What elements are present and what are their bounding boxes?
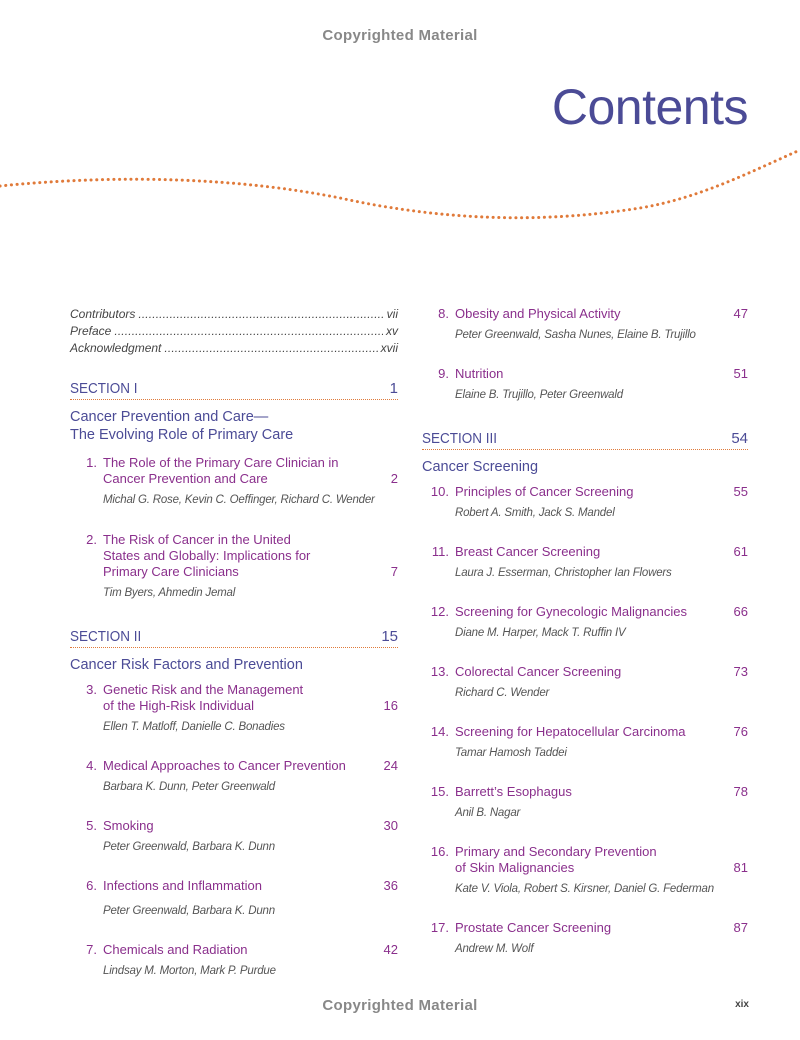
chapter-authors: Robert A. Smith, Jack S. Mandel <box>455 507 615 519</box>
chapter-number: 12. <box>430 604 449 619</box>
chapter-title-line: The Risk of Cancer in the United <box>103 532 291 547</box>
chapter-page: 30 <box>383 818 398 833</box>
chapter-entry[interactable] <box>422 664 748 701</box>
section-title-line: Cancer Screening <box>422 459 539 475</box>
front-matter-label: Acknowledgment <box>70 341 162 355</box>
chapter-entry[interactable] <box>70 818 398 855</box>
chapter-authors: Peter Greenwald, Barbara K. Dunn <box>103 841 275 853</box>
chapter-number: 4. <box>86 758 97 773</box>
chapter-title-line: Primary Care Clinicians <box>103 564 239 579</box>
chapter-title-line: Breast Cancer Screening <box>455 544 601 559</box>
chapter-title-line: Screening for Hepatocellular Carcinoma <box>455 724 686 739</box>
chapter-page: 55 <box>733 484 748 499</box>
page-title: Contents <box>551 79 748 135</box>
section-label: SECTION I <box>70 380 138 397</box>
chapter-entry[interactable] <box>422 544 748 581</box>
chapter-authors: Tim Byers, Ahmedin Jemal <box>103 587 236 599</box>
chapter-title-line: Colorectal Cancer Screening <box>455 664 622 679</box>
chapter-page: 36 <box>383 878 398 893</box>
chapter-authors: Elaine B. Trujillo, Peter Greenwald <box>455 389 623 401</box>
chapter-page: 2 <box>390 471 398 486</box>
chapter-entry[interactable] <box>70 758 398 795</box>
chapter-entry[interactable] <box>70 942 398 979</box>
section-title <box>70 408 398 444</box>
chapter-title-line: of Skin Malignancies <box>455 860 575 875</box>
chapter-entry[interactable] <box>422 844 748 897</box>
dot-leader <box>138 306 383 323</box>
dot-leader <box>114 323 383 340</box>
front-matter <box>70 306 398 357</box>
chapter-title-line: States and Globally: Implications for <box>103 548 311 563</box>
chapter-number: 3. <box>86 682 97 697</box>
chapter-number: 7. <box>86 942 97 957</box>
chapter-title-line: Obesity and Physical Activity <box>455 306 621 321</box>
chapter-page: 78 <box>733 784 748 799</box>
chapter-page: 24 <box>383 758 398 773</box>
chapter-authors: Laura J. Esserman, Christopher Ian Flowers <box>455 567 672 579</box>
watermark-top: Copyrighted Material <box>322 27 478 44</box>
front-matter-page: xvii <box>380 341 398 355</box>
chapter-authors: Barbara K. Dunn, Peter Greenwald <box>103 781 275 793</box>
section-heading[interactable] <box>422 430 748 450</box>
chapter-entry[interactable] <box>422 784 748 821</box>
chapter-number: 17. <box>430 920 449 935</box>
toc-right-column <box>422 306 748 957</box>
chapter-entry[interactable] <box>70 878 398 919</box>
chapter-number: 15. <box>430 784 449 799</box>
chapter-number: 8. <box>438 306 449 321</box>
front-matter-page: xv <box>386 324 398 338</box>
chapter-title-line: Prostate Cancer Screening <box>455 920 612 935</box>
chapter-number: 11. <box>431 544 449 559</box>
chapter-authors: Richard C. Wender <box>455 687 550 699</box>
chapter-title-line: Infections and Inflammation <box>103 878 262 893</box>
section-heading[interactable] <box>70 628 398 648</box>
chapter-entry[interactable] <box>422 306 748 343</box>
chapter-number: 6. <box>86 878 97 893</box>
chapter-authors: Tamar Hamosh Taddei <box>455 747 567 759</box>
chapter-page: 81 <box>733 860 748 875</box>
front-matter-row[interactable] <box>70 323 398 340</box>
chapter-authors: Lindsay M. Morton, Mark P. Purdue <box>103 965 276 977</box>
front-matter-label: Preface <box>70 324 112 338</box>
chapter-page: 73 <box>733 664 748 679</box>
chapter-title-line: Screening for Gynecologic Malignancies <box>455 604 687 619</box>
chapter-page: 47 <box>733 306 748 321</box>
front-matter-row[interactable] <box>70 306 398 323</box>
chapter-page: 66 <box>733 604 748 619</box>
chapter-page: 87 <box>733 920 748 935</box>
chapter-authors: Kate V. Viola, Robert S. Kirsner, Daniel G. Federman <box>455 883 714 895</box>
toc-left-column <box>70 306 398 979</box>
chapter-title-line: Nutrition <box>455 366 504 381</box>
chapter-title-line: Cancer Prevention and Care <box>103 471 268 486</box>
chapter-page: 16 <box>383 698 398 713</box>
chapter-title-line: Chemicals and Radiation <box>103 942 248 957</box>
chapter-number: 10. <box>430 484 449 499</box>
chapter-entry[interactable] <box>422 920 748 957</box>
front-matter-page: vii <box>386 307 398 321</box>
section-heading[interactable] <box>70 380 398 400</box>
section-title <box>70 656 398 674</box>
chapter-page: 7 <box>390 564 398 579</box>
chapter-number: 13. <box>430 664 449 679</box>
chapter-authors: Andrew M. Wolf <box>455 943 534 955</box>
chapter-title-line: Barrett’s Esophagus <box>455 784 572 799</box>
chapter-entry[interactable] <box>70 455 398 508</box>
chapter-page: 76 <box>733 724 748 739</box>
section-title-line: Cancer Risk Factors and Prevention <box>70 657 303 673</box>
section-page: 54 <box>731 430 748 447</box>
chapter-entry[interactable] <box>422 484 748 521</box>
chapter-title-line: The Role of the Primary Care Clinician in <box>103 455 339 470</box>
chapter-entry[interactable] <box>422 724 748 761</box>
chapter-title-line: Principles of Cancer Screening <box>455 484 634 499</box>
chapter-title-line: Medical Approaches to Cancer Prevention <box>103 758 346 773</box>
chapter-number: 5. <box>86 818 97 833</box>
chapter-authors: Michal G. Rose, Kevin C. Oeffinger, Richard C. Wender <box>103 494 375 506</box>
section-page: 1 <box>389 380 398 397</box>
section-title-line: Cancer Prevention and Care— <box>70 409 269 425</box>
chapter-entry[interactable] <box>422 366 748 403</box>
chapter-title-line: Smoking <box>103 818 154 833</box>
chapter-number: 2. <box>86 532 97 547</box>
page-number: xix <box>735 999 749 1010</box>
chapter-page: 51 <box>733 366 748 381</box>
chapter-title-line: Primary and Secondary Prevention <box>455 844 657 859</box>
chapter-authors: Peter Greenwald, Sasha Nunes, Elaine B. Trujillo <box>455 329 696 341</box>
chapter-entry[interactable] <box>422 604 748 641</box>
chapter-authors: Peter Greenwald, Barbara K. Dunn <box>103 905 275 917</box>
chapter-entry[interactable] <box>70 682 398 735</box>
section-label: SECTION II <box>70 628 142 645</box>
front-matter-row[interactable] <box>70 340 398 357</box>
dot-leader <box>164 340 377 357</box>
section-label: SECTION III <box>422 430 498 447</box>
chapter-page: 61 <box>733 544 748 559</box>
front-matter-label: Contributors <box>70 307 136 321</box>
chapter-number: 9. <box>438 366 449 381</box>
chapter-number: 1. <box>86 455 97 470</box>
chapter-authors: Diane M. Harper, Mack T. Ruffin IV <box>455 627 626 639</box>
section-title <box>422 458 748 476</box>
chapter-number: 14. <box>430 724 449 739</box>
chapter-authors: Anil B. Nagar <box>455 807 521 819</box>
chapter-title-line: of the High-Risk Individual <box>103 698 255 713</box>
decorative-wave <box>0 140 800 240</box>
chapter-title-line: Genetic Risk and the Management <box>103 682 304 697</box>
section-page: 15 <box>381 628 398 645</box>
chapter-page: 42 <box>383 942 398 957</box>
chapter-authors: Ellen T. Matloff, Danielle C. Bonadies <box>103 721 285 733</box>
chapter-entry[interactable] <box>70 532 398 601</box>
watermark-bottom: Copyrighted Material <box>322 997 478 1014</box>
chapter-number: 16. <box>430 844 449 859</box>
section-title-line: The Evolving Role of Primary Care <box>70 427 294 443</box>
